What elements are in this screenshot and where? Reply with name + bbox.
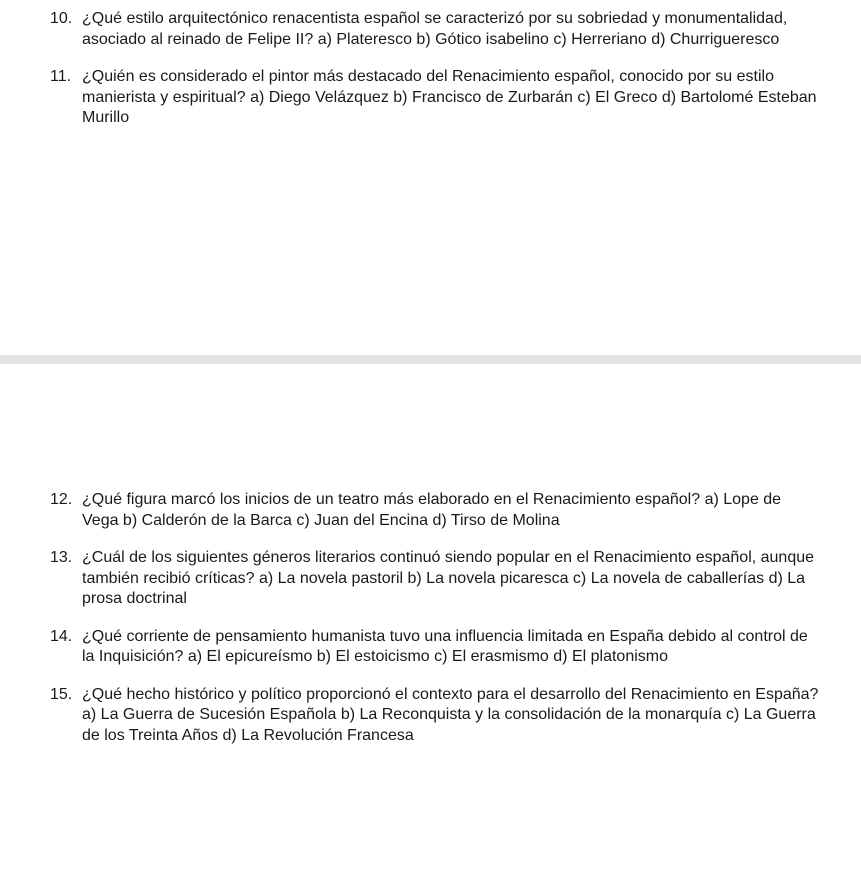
- question-number: 12.: [50, 491, 73, 508]
- question-number: 10.: [50, 10, 73, 27]
- question-item-15: [0, 685, 861, 747]
- page-separator: [0, 355, 861, 364]
- question-text: ¿Qué figura marcó los inicios de un teatro más elaborado en el Renacimiento español? a) Lope de Vega b) Calderón de la Barca c) Juan del Encina d) Tirso de Molina: [82, 491, 782, 529]
- question-item-13: [0, 548, 861, 610]
- question-number: 13.: [50, 549, 73, 566]
- question-list: [0, 490, 861, 763]
- question-text: ¿Qué estilo arquitectónico renacentista español se caracterizó por su sobriedad y monumentalidad, asociado al reinado de Felipe II? a) Plateresco b) Gótico isabelino c) Herreriano d) Churrigueresco: [82, 10, 788, 48]
- question-text: ¿Quién es considerado el pintor más destacado del Renacimiento español, conocido por su estilo manierista y espiritual? a) Diego Velázquez b) Francisco de Zurbarán c) El Greco d) Bartolomé Esteban Murillo: [82, 68, 817, 126]
- question-item-11: [0, 67, 861, 129]
- question-list: [0, 9, 861, 146]
- question-number: 14.: [50, 627, 73, 645]
- question-text: ¿Cuál de los siguientes géneros literarios continuó siendo popular en el Renacimiento español, aunque también recibió críticas? a) La novela pastoril b) La novela picaresca c) La novela de caballerías d) La prosa doctrinal: [82, 549, 815, 607]
- question-number: 15.: [50, 685, 73, 703]
- question-number: 11.: [50, 68, 72, 85]
- question-text: ¿Qué hecho histórico y político proporcionó el contexto para el desarrollo del Renacimiento en España? a) La Guerra de Sucesión Española b) La Reconquista y la consolidación de la monarquía c) La Guerra de los Treinta Años d) La Revolución Francesa: [82, 685, 819, 744]
- question-text: ¿Qué corriente de pensamiento humanista tuvo una influencia limitada en España debido al control de la Inquisición? a) El epicureísmo b) El estoicismo c) El erasmismo d) El platonismo: [82, 627, 808, 665]
- document-page-top: [0, 0, 861, 355]
- document-page-bottom: [0, 364, 861, 891]
- question-item-14: [0, 627, 861, 668]
- question-item-10: [0, 9, 861, 50]
- question-item-12: [0, 490, 861, 531]
